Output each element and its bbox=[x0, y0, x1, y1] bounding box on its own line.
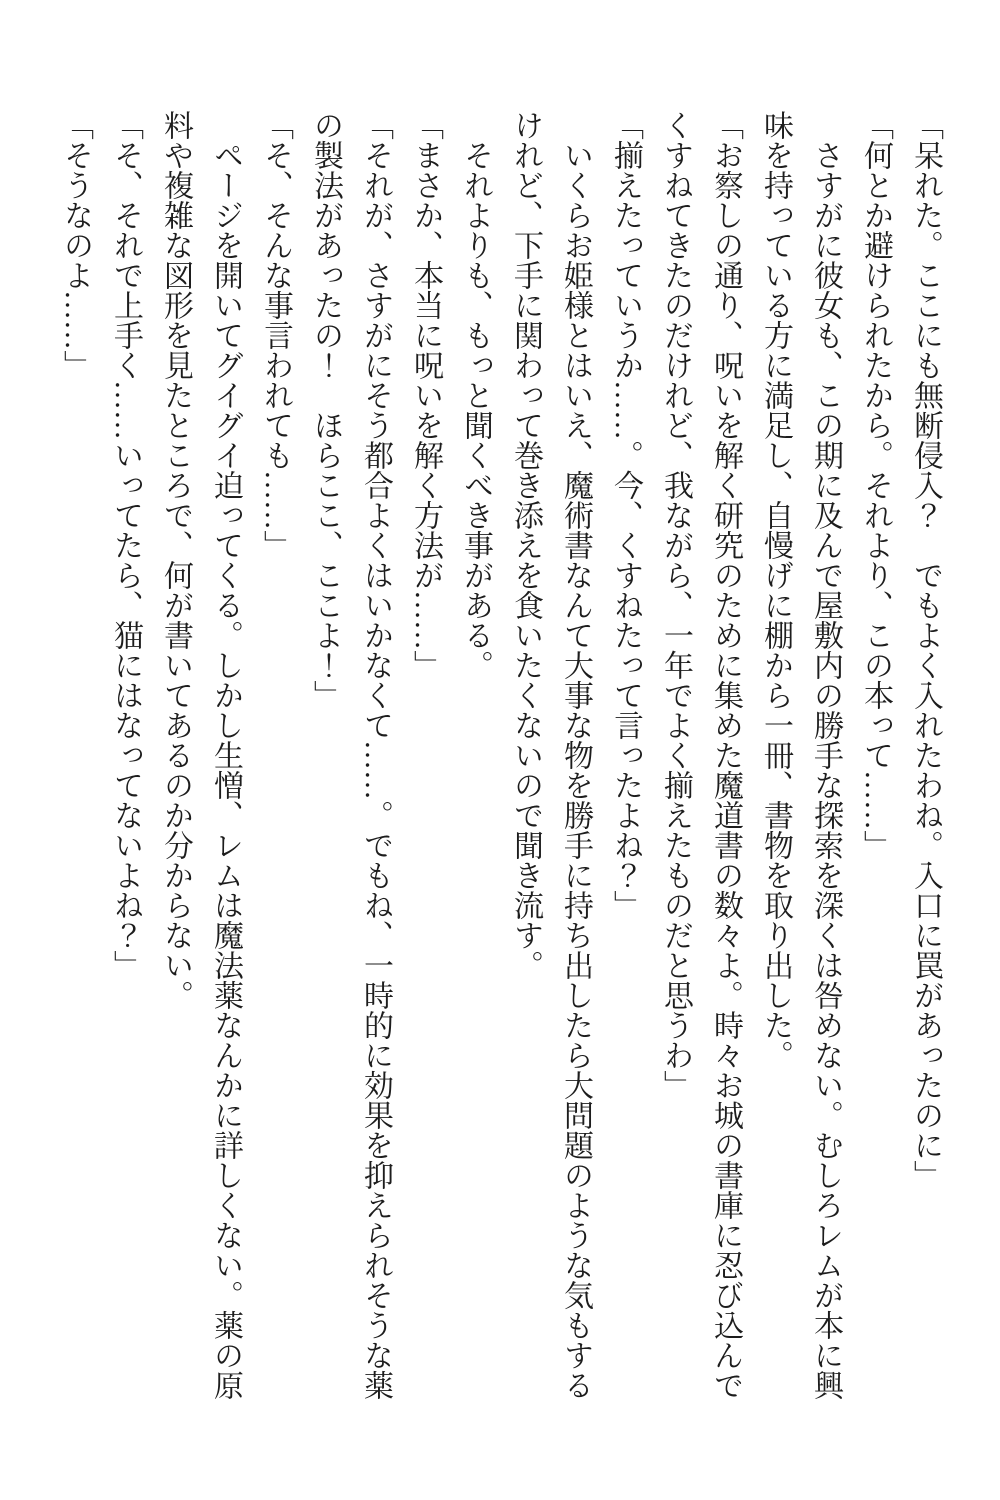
text-line-3: さすがに彼女も、この期に及んで屋敷内の勝手な探索を深くは咎めない。むしろレムが本に興 bbox=[809, 140, 842, 1400]
text-line-2: 「何とか避けられたから。それより、この本って……」 bbox=[859, 110, 892, 860]
text-line-1: 「呆れた。ここにも無断侵入？ でもよく入れたわね。入口に罠があったのに」 bbox=[909, 110, 942, 1190]
text-line-18: 「そうなのよ……」 bbox=[59, 110, 92, 380]
text-line-4: 味を持っている方に満足し、自慢げに棚から一冊、書物を取り出した。 bbox=[759, 110, 792, 1070]
text-line-6: くすねてきたのだけれど、我ながら、一年でよく揃えたものだと思うわ」 bbox=[659, 110, 692, 1100]
text-line-14: 「そ、そんな事言われても……」 bbox=[259, 110, 292, 560]
text-line-9: けれど、下手に関わって巻き添えを食いたくないので聞き流す。 bbox=[509, 110, 542, 980]
text-line-5: 「お察しの通り、呪いを解く研究のために集めた魔道書の数々よ。時々お城の書庫に忍び込んで bbox=[709, 110, 742, 1400]
text-line-12: 「それが、さすがにそう都合よくはいかなくて……。でもね、一時的に効果を抑えられそうな薬 bbox=[359, 110, 392, 1400]
text-line-17: 「そ、それで上手く……いってたら、猫にはなってないよね？」 bbox=[109, 110, 142, 980]
text-line-13: の製法があったの！ ほらここ、ここよ！」 bbox=[309, 110, 342, 710]
text-line-10: それよりも、もっと聞くべき事がある。 bbox=[459, 140, 492, 680]
text-line-15: ページを開いてグイグイ迫ってくる。しかし生憎、レムは魔法薬なんかに詳しくない。薬の原 bbox=[209, 140, 242, 1400]
text-line-8: いくらお姫様とはいえ、魔術書なんて大事な物を勝手に持ち出したら大問題のような気もする bbox=[559, 140, 592, 1400]
text-line-11: 「まさか、本当に呪いを解く方法が……」 bbox=[409, 110, 442, 680]
text-line-16: 料や複雑な図形を見たところで、何が書いてあるのか分からない。 bbox=[159, 110, 192, 1010]
text-line-7: 「揃えたっていうか……。今、くすねたって言ったよね？」 bbox=[609, 110, 642, 920]
vertical-text-block bbox=[50, 110, 950, 1430]
